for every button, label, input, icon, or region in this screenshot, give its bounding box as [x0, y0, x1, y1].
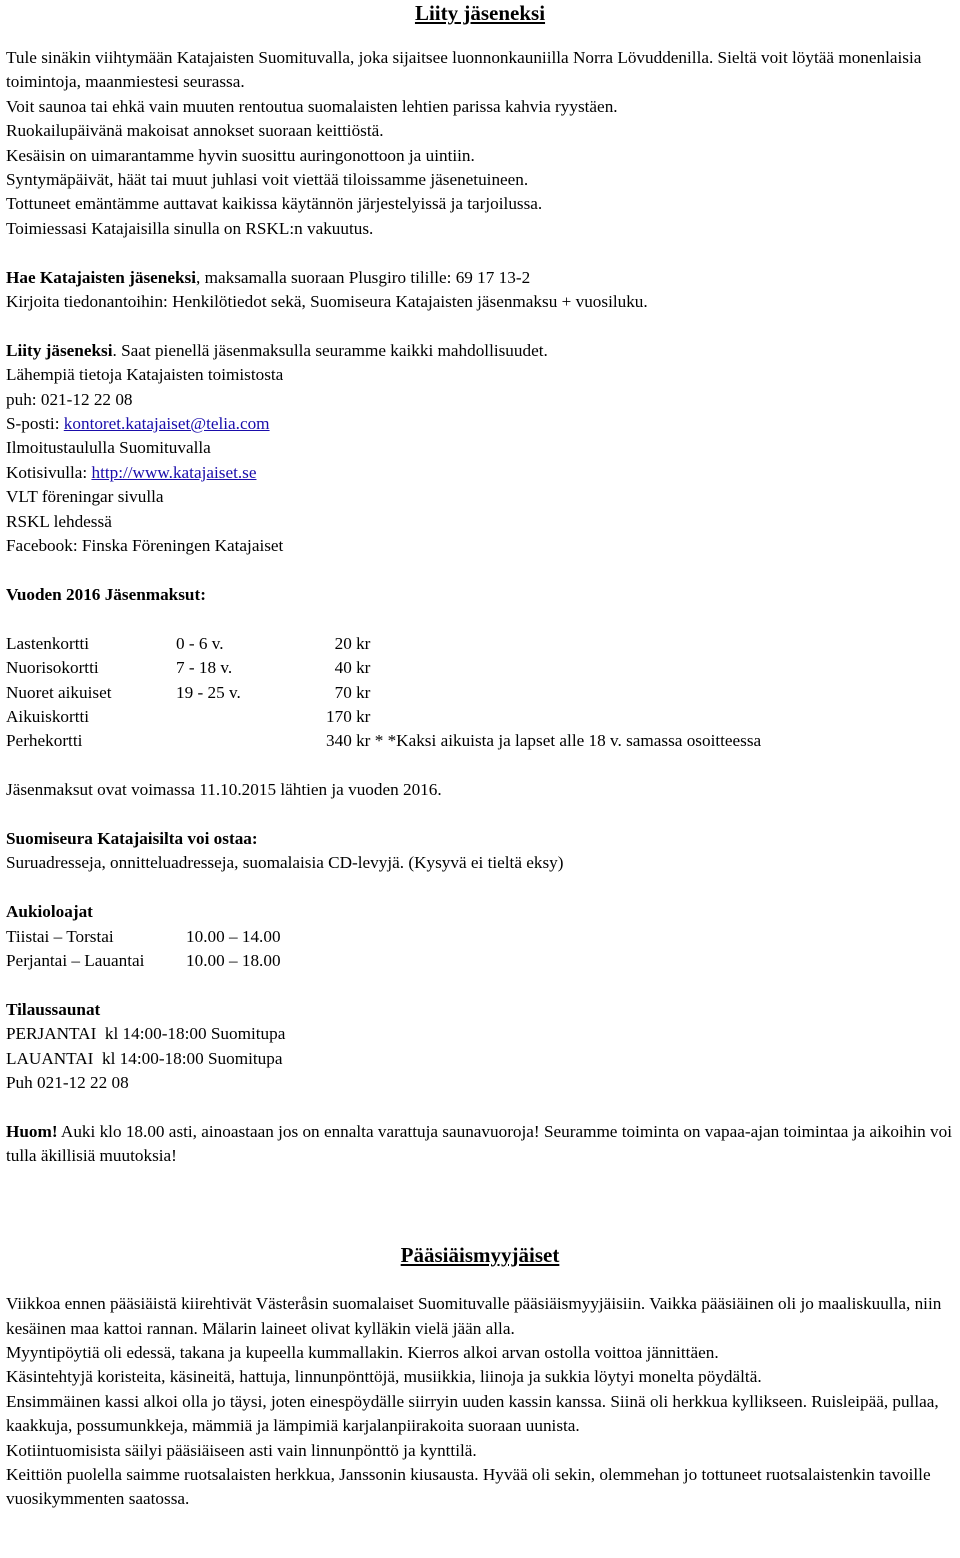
homepage-link[interactable]: http://www.katajaiset.se	[91, 462, 257, 482]
fee-age	[176, 705, 326, 729]
fee-name: Nuorisokortti	[6, 658, 99, 678]
hours-heading	[6, 900, 954, 924]
section2-paragraph: Kotiintuomisista säilyi pääsiäiseen asti vain linnunpönttö ja kynttilä.	[6, 1440, 477, 1460]
hours-table	[6, 925, 281, 974]
fee-price: 340 kr * *Kaksi aikuista ja lapset alle 18 v. samassa osoitteessa	[326, 731, 762, 751]
section2-paragraph: Keittiön puolella saimme ruotsalaisten herkkua, Janssonin kiusausta. Hyvää oli sekin, olemmehan jo tottuneet ruotsalaistenkin tavoille vuosikymmenten saatossa.	[6, 1464, 931, 1509]
email-label: S-posti:	[6, 414, 64, 434]
section2-paragraph: Myyntipöytiä oli edessä, takana ja kupeella kummallakin. Kierros alkoi arvan ostolla voittoa jännittäen.	[6, 1342, 719, 1362]
section2-paragraph: Viikkoa ennen pääsiäistä kiirehtivät Västeråsin suomalaiset Suomituvalle pääsiäismyyjäisiin. Vaikka pääsiäinen oli jo maaliskuulla, niin kesäinen maa kattoi rannan. Mälarin laineet olivat kylläkin vielä jään alla.	[6, 1294, 942, 1338]
intro-line: Tule sinäkin viihtymään Katajaisten Suomituvalla, joka sijaitsee luonnonkauniilla Norra Lövuddenilla. Sieltä voit löytää monenlaisia toimintoja, maanmiestesi seurassa.	[6, 48, 922, 92]
hours-days: Perjantai – Lauantai	[6, 950, 145, 970]
join-rest: , maksamalla suoraan Plusgiro tilille: 69 17 13-2	[196, 267, 531, 287]
liity-rest: . Saat pienellä jäsenmaksulla seuramme kaikki mahdollisuudet.	[112, 340, 548, 360]
fees-row	[6, 656, 761, 680]
liity-bold: Liity jäseneksi	[6, 340, 113, 360]
page-title: Liity jäseneksi	[414, 1, 546, 25]
liity-line	[6, 339, 954, 363]
intro-line: Voit saunoa tai ehkä vain muuten rentoutua suomalaisten lehtien parissa kahvia ryystäen.	[6, 96, 618, 116]
note-rest: Auki klo 18.00 asti, ainoastaan jos on ennalta varattuja saunavuoroja! Seuramme toiminta on vapaa-ajan toimintaa ja aikoihin voi tulla äkillisiä muutoksia!	[6, 1121, 953, 1166]
join-line	[6, 266, 954, 290]
fee-name: Lastenkortti	[6, 633, 90, 653]
intro-line: Toimiessasi Katajaisilla sinulla on RSKL:n vakuutus.	[6, 218, 374, 238]
section2-title: Pääsiäismyyjäiset	[400, 1242, 560, 1267]
fee-age: 19 - 25 v.	[176, 682, 241, 702]
fees-row	[6, 681, 761, 705]
join-line-2: Kirjoita tiedonantoihin: Henkilötiedot sekä, Suomiseura Katajaisten jäsenmaksu + vuosiluku.	[6, 292, 648, 312]
hours-time: 10.00 – 14.00	[186, 926, 281, 946]
info-line: puh: 021-12 22 08	[6, 389, 133, 409]
fee-name: Aikuiskortti	[6, 706, 90, 726]
sauna-line: PERJANTAI kl 14:00-18:00 Suomitupa	[6, 1024, 286, 1044]
note-bold: Huom!	[6, 1121, 58, 1141]
section2-body	[6, 1292, 954, 1512]
buy-heading-text: Suomiseura Katajaisilta voi ostaa:	[6, 828, 258, 848]
homepage-line	[6, 461, 954, 485]
info-line: Ilmoitustaululla Suomituvalla	[6, 438, 211, 458]
fees-row	[6, 632, 761, 656]
fees-table	[6, 632, 761, 754]
hours-heading-text: Aukioloajat	[6, 902, 93, 922]
fee-age: 7 - 18 v.	[176, 658, 233, 678]
info-line: Facebook: Finska Föreningen Katajaiset	[6, 536, 284, 556]
homepage-label: Kotisivulla:	[6, 462, 92, 482]
join-bold: Hae Katajaisten jäseneksi	[6, 267, 197, 287]
fee-name: Perhekortti	[6, 731, 83, 751]
sauna-line: Puh 021-12 22 08	[6, 1072, 129, 1092]
sauna-line: LAUANTAI kl 14:00-18:00 Suomitupa	[6, 1048, 283, 1068]
fees-row	[6, 705, 761, 729]
hours-time: 10.00 – 18.00	[186, 950, 281, 970]
intro-line: Tottuneet emäntämme auttavat kaikissa käytännön järjestelyissä ja tarjoilussa.	[6, 194, 543, 214]
info-line: VLT föreningar sivulla	[6, 487, 164, 507]
section2-paragraph: Käsintehtyjä koristeita, käsineitä, hattuja, linnunpönttöjä, musiikkia, liinoja ja sukkia löytyi monelta pöydältä.	[6, 1367, 762, 1387]
info-line: Lähempiä tietoja Katajaisten toimistosta	[6, 365, 284, 385]
fees-heading	[6, 583, 954, 607]
fees-row	[6, 729, 761, 753]
note	[6, 1120, 954, 1169]
fee-age	[176, 729, 326, 753]
intro-line: Syntymäpäivät, häät tai muut juhlasi voit viettää tiloissamme jäsenetuineen.	[6, 170, 529, 190]
fee-price: 20 kr	[326, 633, 371, 653]
intro-line: Ruokailupäivänä makoisat annokset suoraan keittiöstä.	[6, 121, 384, 141]
sauna-heading	[6, 998, 954, 1022]
fees-valid: Jäsenmaksut ovat voimassa 11.10.2015 lähtien ja vuoden 2016.	[6, 780, 442, 800]
fee-price: 40 kr	[326, 658, 371, 678]
email-line	[6, 412, 954, 436]
fee-age: 0 - 6 v.	[176, 633, 224, 653]
fee-price: 70 kr	[326, 682, 371, 702]
fees-heading-text: Vuoden 2016 Jäsenmaksut:	[6, 584, 206, 604]
section2-paragraph: Ensimmäinen kassi alkoi olla jo täysi, joten einespöydälle siirryin uuden kassin kanssa. Siinä oli herkkua kyllikseen. Ruisleipää, pullaa, kaakkuja, possumunkkeja, mämmiä ja lämpimiä karjalanpiirakoita suoraan uunista.	[6, 1391, 939, 1436]
buy-heading	[6, 827, 954, 851]
email-link[interactable]: kontoret.katajaiset@telia.com	[63, 414, 270, 434]
hours-days: Tiistai – Torstai	[6, 926, 114, 946]
fee-name: Nuoret aikuiset	[6, 682, 112, 702]
sauna-heading-text: Tilaussaunat	[6, 999, 101, 1019]
hours-row	[6, 949, 281, 973]
fee-price: 170 kr	[326, 706, 371, 726]
info-line: RSKL lehdessä	[6, 511, 112, 531]
intro-line: Kesäisin on uimarantamme hyvin suosittu auringonottoon ja uintiin.	[6, 145, 475, 165]
intro-block	[6, 46, 954, 241]
buy-text: Suruadresseja, onnitteluadresseja, suomalaisia CD-levyjä. (Kysyvä ei tieltä eksy)	[6, 853, 564, 873]
hours-row	[6, 925, 281, 949]
